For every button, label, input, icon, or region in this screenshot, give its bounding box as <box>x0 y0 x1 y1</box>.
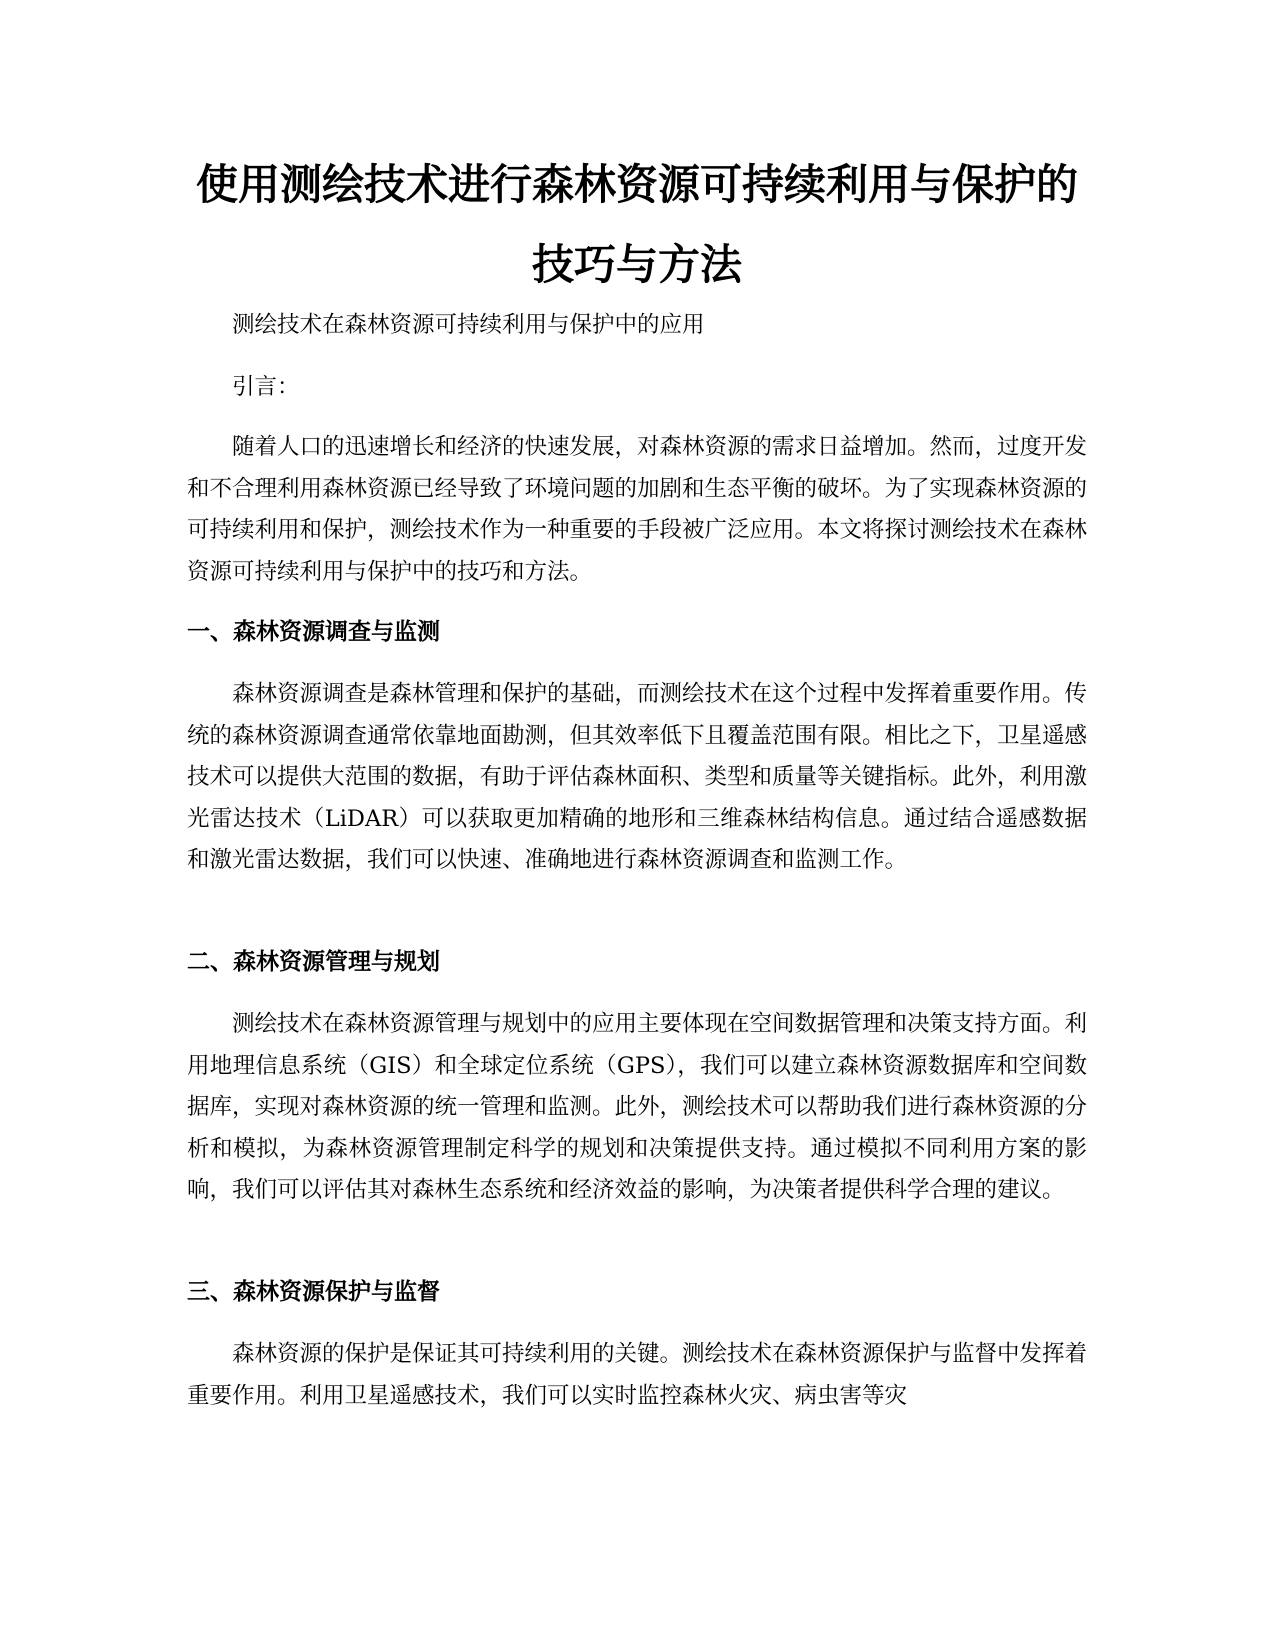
section-heading-1: 一、森林资源调查与监测 <box>187 619 440 645</box>
intro-label: 引言： <box>232 374 300 400</box>
intro-paragraph: 随着人口的迅速增长和经济的快速发展，对森林资源的需求日益增加。然而，过度开发和不合理利用森林资源已经导致了环境问题的加剧和生态平衡的破坏。为了实现森林资源的可持续利用和保护，测绘技术作为一种重要的手段被广泛应用。本文将探讨测绘技术在森林资源可持续利用与保护中的技巧和方法。 <box>187 434 1088 585</box>
section-heading-2: 二、森林资源管理与规划 <box>187 949 440 975</box>
section-body-1: 森林资源调查是森林管理和保护的基础，而测绘技术在这个过程中发挥着重要作用。传统的森林资源调查通常依靠地面勘测，但其效率低下且覆盖范围有限。相比之下，卫星遥感技术可以提供大范围的数据，有助于评估森林面积、类型和质量等关键指标。此外，利用激光雷达技术（LiDAR）可以获取更加精确的地形和三维森林结构信息。通过结合遥感数据和激光雷达数据，我们可以快速、准确地进行森林资源调查和监测工作。 <box>187 681 1088 873</box>
document-title: 使用测绘技术进行森林资源可持续利用与保护的技巧与方法 <box>195 160 1078 289</box>
section-heading-3: 三、森林资源保护与监督 <box>187 1279 440 1305</box>
section-body-3: 森林资源的保护是保证其可持续利用的关键。测绘技术在森林资源保护与监督中发挥着重要作用。利用卫星遥感技术，我们可以实时监控森林火灾、病虫害等灾 <box>187 1341 1088 1409</box>
document-subtitle: 测绘技术在森林资源可持续利用与保护中的应用 <box>232 312 705 338</box>
section-body-2: 测绘技术在森林资源管理与规划中的应用主要体现在空间数据管理和决策支持方面。利用地理信息系统（GIS）和全球定位系统（GPS），我们可以建立森林资源数据库和空间数据库，实现对森林资源的统一管理和监测。此外，测绘技术可以帮助我们进行森林资源的分析和模拟，为森林资源管理制定科学的规划和决策提供支持。通过模拟不同利用方案的影响，我们可以评估其对森林生态系统和经济效益的影响，为决策者提供科学合理的建议。 <box>187 1011 1088 1203</box>
